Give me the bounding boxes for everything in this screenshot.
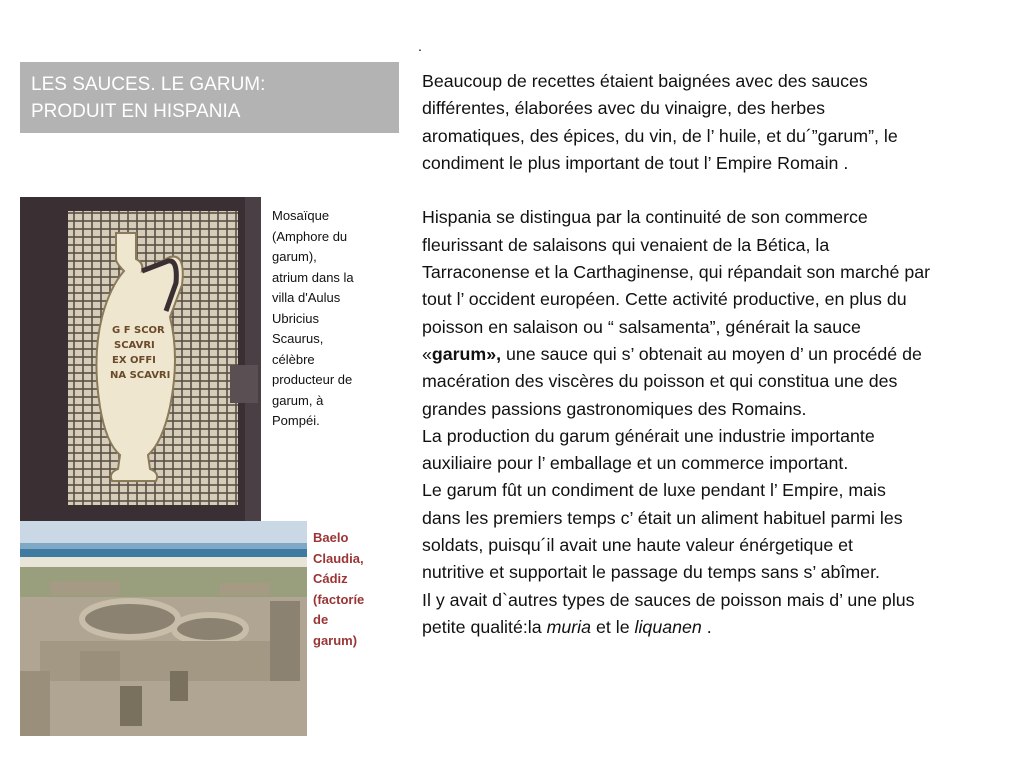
- body-line: dans les premiers temps c’ était un aliment habituel parmi les: [422, 507, 903, 528]
- caption-line: Claudia,: [313, 550, 364, 566]
- baelo-claudia-photo: [20, 521, 307, 736]
- body-line: différentes, élaborées avec du vinaigre, des herbes: [422, 98, 825, 119]
- last-line-a: petite qualité:la: [422, 616, 547, 637]
- caption-line: de: [313, 612, 329, 627]
- garum-open-quote: «: [422, 343, 432, 364]
- body-line: La production du garum générait une industrie importante: [422, 425, 875, 446]
- caption-line: Pompéi.: [272, 413, 320, 428]
- body-line: tout l’ occident européen. Cette activité productive, en plus du: [422, 289, 907, 310]
- last-line-c: .: [701, 616, 712, 637]
- body-line: Il y avait d`autres types de sauces de poisson mais d’ une plus: [422, 589, 915, 610]
- caption-line: Mosaïque: [272, 208, 330, 223]
- caption-line: garum, à: [272, 392, 324, 408]
- caption-line: producteur de: [272, 372, 353, 387]
- caption-line: (factoríe: [313, 591, 365, 607]
- body-line: Tarraconense et la Carthaginense, qui répandait son marché par: [422, 262, 931, 283]
- body-line: poisson en salaison ou “ salsamenta”, générait la sauce: [422, 316, 861, 337]
- inscription-line-3: EX OFFI: [112, 355, 156, 366]
- inscription-line-2: SCAVRI: [114, 340, 155, 351]
- garum-rest: une sauce qui s’ obtenait au moyen d’ un procédé de: [501, 343, 922, 364]
- inscription-line-4: NA SCAVRI: [110, 370, 171, 381]
- body-line: auxiliaire pour l’ emballage et un commerce important.: [422, 453, 849, 474]
- body-line: macération des viscères du poisson et qui constitua une des: [422, 371, 898, 392]
- body-line: fleurissant de salaisons qui venaient de la Bética, la: [422, 234, 830, 255]
- caption-line: Baelo: [313, 530, 349, 545]
- title-box: [20, 62, 399, 133]
- caption-line: célèbre: [272, 351, 315, 367]
- caption-line: atrium dans la: [272, 269, 354, 285]
- body-line: grandes passions gastronomiques des Romains.: [422, 398, 807, 419]
- inscription-line-1: G F SCOR: [112, 325, 165, 336]
- last-line-b: et le: [591, 616, 635, 637]
- muria-term: muria: [546, 616, 592, 637]
- mosaic-image: [20, 197, 261, 521]
- body-text: [422, 68, 1018, 641]
- mosaic-caption: [272, 206, 382, 432]
- body-line: Le garum fût un condiment de luxe pendant l’ Empire, mais: [422, 480, 886, 501]
- caption-line: villa d'Aulus: [272, 290, 341, 305]
- liquanen-term: liquanen: [634, 616, 702, 637]
- caption-line: Cádiz: [313, 571, 348, 586]
- slide-dot: .: [418, 38, 422, 54]
- title-line-2: PRODUIT EN HISPANIA: [31, 101, 241, 122]
- body-line: nutritive et supportait le passage du temps sans s’ abîmer.: [422, 562, 880, 583]
- caption-line: Ubricius: [272, 310, 319, 326]
- caption-line: Scaurus,: [272, 331, 324, 346]
- body-line: Beaucoup de recettes étaient baignées avec des sauces: [422, 71, 868, 91]
- body-line: aromatiques, des épices, du vin, de l’ huile, et du´”garum”, le: [422, 125, 898, 146]
- body-line: condiment le plus important de tout l’ Empire Romain .: [422, 152, 849, 173]
- garum-line: [422, 341, 1018, 368]
- baelo-caption: [313, 528, 393, 651]
- caption-line: garum),: [272, 249, 317, 264]
- caption-line: garum): [313, 632, 358, 648]
- caption-line: (Amphore du: [272, 228, 348, 244]
- last-line: [422, 614, 1018, 641]
- title-line-1: LES SAUCES. LE GARUM:: [31, 74, 266, 95]
- garum-bold: garum»,: [431, 343, 502, 364]
- body-line: soldats, puisqu´il avait une haute valeur énérgetique et: [422, 535, 853, 556]
- paragraph-gap: [422, 177, 1018, 204]
- body-line: Hispania se distingua par la continuité de son commerce: [422, 207, 868, 228]
